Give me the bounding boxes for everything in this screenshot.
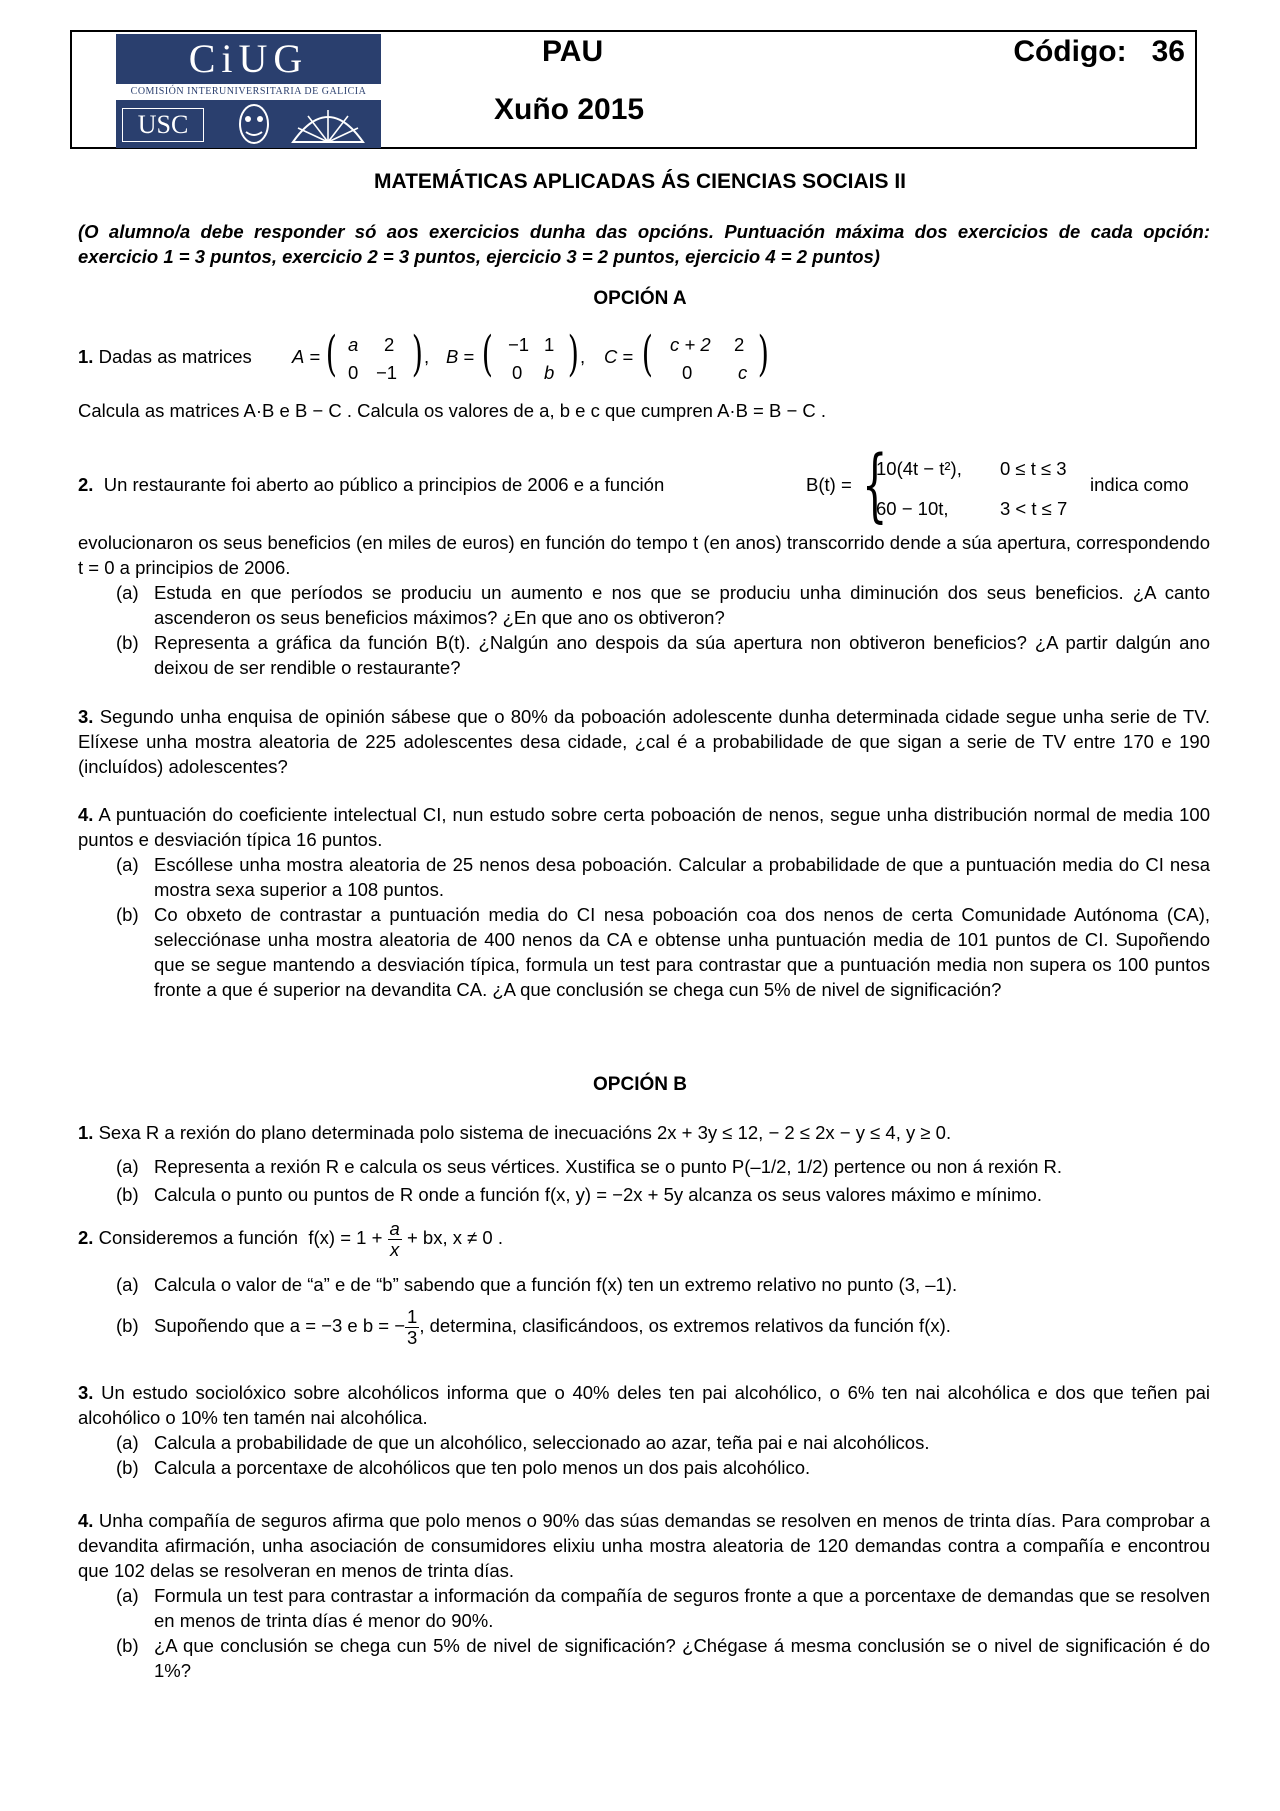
a-ex1-intro-text: Dadas as matrices xyxy=(98,346,252,367)
matrix-c-22: c xyxy=(738,362,748,383)
b-ex1-text: Sexa R a rexión do plano determinada polo sistema de inecuacións 2x + 3y ≤ 12, − 2 ≤ 2x − y ≤ 4, y ≥ 0. xyxy=(98,1122,952,1143)
a-ex2-case1-expr: 10(4t − t²), xyxy=(876,458,962,479)
a-ex2-part-b: (b) Representa a gráfica da función B(t). ¿Nalgún ano despois da súa apertura non obtiveron beneficios? ¿A partir dalgún ano deixou de ser rendible o restaurante? xyxy=(116,632,1210,678)
a-ex2-number: 2. xyxy=(78,474,94,495)
a-ex3 xyxy=(78,704,1210,779)
a-ex1-text: Calcula as matrices A·B e B − C . Calcula os valores de a, b e c que cumpren A·B = B − C . xyxy=(78,400,827,421)
b-ex1 xyxy=(78,1120,1210,1145)
a-ex2-case1-cond: 0 ≤ t ≤ 3 xyxy=(1000,458,1067,479)
matrix-c-12: 2 xyxy=(734,334,745,355)
b-ex2-b-fraction: $\frac{1}{3}$ xyxy=(407,1305,418,1348)
a-ex4-part-b: (b) Co obxeto de contrastar a puntuación media do CI nesa poboación coa dos nenos de certa Comunidade Autónoma (CA), selecciónase unha mostra aleatoria de 400 nenos da CA e obtense unha puntuación media de 101 puntos de CI. Supoñendo que se segue mantendo a desviación típica, formula un test para contrastar que a puntuación media non supera os 100 puntos fronte a que é superior na devandita CA. ¿A que conclusión se chega cun 5% de nivel de significación? xyxy=(116,904,1210,1000)
a-ex2-text: evolucionaron os seus beneficios (en miles de euros) en función do tempo t (en anos) transcorrido dende a súa apertura, correspondendo t = 0 a principios de 2006. xyxy=(78,532,1210,578)
a-ex2-intro-text: Un restaurante foi aberto ao público a principios de 2006 e a función xyxy=(103,474,665,495)
usc-logo: USC xyxy=(122,108,204,142)
a-ex4-number: 4. xyxy=(78,804,94,825)
matrix-a-12: 2 xyxy=(384,334,395,355)
b-ex1-number: 1. xyxy=(78,1122,94,1143)
matrix-c-name: C = xyxy=(604,346,634,367)
code-value: 36 xyxy=(1151,35,1185,68)
matrix-c-11: c + 2 xyxy=(670,334,711,355)
b-ex2-part-b: (b) Supoñendo que a = −3 e b = − $\frac{1}{3}$ , determina, clasificándoos, os extremos relativos da función f(x). xyxy=(116,1305,951,1348)
instructions: (O alumno/a debe responder só aos exercicios dunha das opcións. Puntuación máxima dos exercicios de cada opción: exercicio 1 = 3 puntos, exercicio 2 = 3 puntos, ejercicio 3 = 2 puntos, ejercicio 4 = 2 puntos) xyxy=(78,221,1210,267)
b-ex4-part-b: (b) ¿A que conclusión se chega cun 5% de nivel de significación? ¿Chégase á mesma conclusión se o nivel de significación é do 1%? xyxy=(116,1635,1210,1681)
matrix-c-21: 0 xyxy=(682,362,693,383)
a-ex2-part-a: (a) Estuda en que períodos se produciu un aumento e nos que se produciu unha diminución dos seus beneficios. ¿A canto ascenderon os seus beneficios máximos? ¿En que ano os obtiveron? xyxy=(116,582,1210,628)
b-ex1-part-a: (a) Representa a rexión R e calcula os seus vértices. Xustifica se o punto P(–1/2, 1/2) pertence ou non á rexión R. xyxy=(116,1156,1063,1177)
exam-page: CiUG COMISIÓN INTERUNIVERSITARIA DE GALICIA USC PAU Xuño 2015 Código: 36 MATEMÁTICAS APLICADAS ÁS CIENCIAS SOCIAIS II (O alumno/a debe responder só aos exercicios dunha das opcións. Puntuación máxima dos exercicios de cada opción: exercicio 1 = 3 puntos, exercicio 2 = 3 puntos, ejercicio 3 = 2 puntos, ejercicio 4 = 2 puntos) OPCIÓN A 1. Dadas as matrices A = ( a 2 0 −1 ) , B = ( −1 1 0 b ) , C = ( c + 2 2 0 c ) Calcula as matrices A·B e B − C . Calcula os valores de a, b e c que cumpren A·B = B − C . 2. Un restaurante foi aberto ao público a principios de 2006 e a función B(t) = { 10(4t − t²), 0 ≤ t ≤ 3 60 − 10t, 3 < t ≤ 7 indica como evolucionaron os seus beneficios (en miles de euros) en función do tempo t (en anos) transcorrido dende a súa apertura, correspondendo t = 0 a principios de 2006. (a) Estuda en que períodos se produciu un aumento e nos que se produciu unha diminución dos seus beneficios. ¿A canto ascenderon os seus beneficios máximos? ¿En que ano os obtiveron? (b) Representa a gráfica da función B(t). ¿Nalgún ano despois da súa apertura non obtiveron beneficios? ¿A partir dalgún ano deixou de ser rendible o restaurante? 3. Segundo unha enquisa de opinión sábese que o 80% da poboación adolescente dunha determinada cidade segue unha serie de TV. Elíxese unha mostra aleatoria de 225 adolescentes desa cidade, ¿cal é a probabilidade de que sigan a serie de TV entre 170 e 190 (incluídos) adolescentes? 4. A puntuación do coeficiente intelectual CI, nun estudo sobre certa poboación de nenos, segue unha distribución normal de media 100 puntos e desviación típica 16 puntos. (a) Escóllese unha mostra aleatoria de 25 nenos desa poboación. Calcular a probabilidade de que a puntuación media do CI nesa mostra sexa superior a 108 puntos. (b) Co obxeto de contrastar a puntuación media do CI nesa poboación coa dos nenos de certa Comunidade Autónoma (CA), selecciónase unha mostra aleatoria de 400 nenos da CA e obtense unha puntuación media de 101 puntos de CI. Supoñendo que se segue mantendo a desviación típica, formula un test para contrastar que a puntuación media non supera os 100 puntos fronte a que é superior na devandita CA. ¿A que conclusión se chega cun 5% de nivel de significación? OPCIÓN B 1. Sexa R a rexión do plano determinada polo sistema de inecuacións 2x + 3y ≤ 12, − 2 ≤ 2x − y ≤ 4, y ≥ 0. (a) Representa a rexión R e calcula os seus vértices. Xustifica se o punto P(–1/2, 1/2) pertence ou non á rexión R. (b) Calcula o punto ou puntos de R onde a función f(x, y) = −2x + 5y alcanza os seus valores máximo e mínimo. 2. Consideremos a función f(x) = 1 + $\frac{a}{x}$ + bx, x ≠ 0 . (a) Calcula o valor de “a” e de “b” sabendo que a función f(x) ten un extremo relativo no punto (3, –1). (b) Supoñendo que a = −3 e b = − $\frac{1}{3}$ , determina, clasificándoos, os extremos relativos da función f(x). 3. Un estudo sociolóxico sobre alcohólicos informa que o 40% deles ten pai alcohólico, o 6% ten nai alcohólica e dos que teñen pai alcohólico o 10% ten tamén nai alcohólica. (a) Calcula a probabilidade de que un alcohólico, seleccionado ao azar, teña pai e nai alcohólicos. (b) Calcula a porcentaxe de alcohólicos que ten polo menos un dos pais alcohólico. 4. Unha compañía de seguros afirma que polo menos o 90% das súas demandas se resolven en menos de trinta días. Para comprobar a devandita afirmación, unha asociación de consumidores elixiu unha mostra aleatoria de 120 demandas contra a compañía e encontrou que 102 delas se resolveran en menos de trinta días. (a) Formula un test para contrastar a información da compañía de seguros fronte a que a porcentaxe de demandas que se resolven en menos de trinta días é menor do 90%. (b) ¿A que conclusión se chega cun 5% de nivel de significación? ¿Chégase á mesma conclusión se o nivel de significación é do 1%? xyxy=(0,0,1280,1811)
option-a-heading: OPCIÓN A xyxy=(593,288,687,309)
a-ex2-function: B(t) = xyxy=(806,474,852,495)
a-ex3-text: Segundo unha enquisa de opinión sábese que o 80% da poboación adolescente dunha determinada cidade segue unha serie de TV. Elíxese unha mostra aleatoria de 225 adolescentes desa cidade, ¿cal é a probabilidade de que sigan a serie de TV entre 170 e 190 (incluídos) adolescentes? xyxy=(78,706,1210,777)
a-ex1-number: 1. xyxy=(78,346,94,367)
b-ex3 xyxy=(78,1380,1210,1430)
b-ex2-intro: Consideremos a función xyxy=(98,1227,299,1248)
b-ex4 xyxy=(78,1508,1210,1583)
ciug-logo xyxy=(116,34,381,148)
page-title: MATEMÁTICAS APLICADAS ÁS CIENCIAS SOCIAIS II xyxy=(373,170,907,193)
matrix-b-name: B = xyxy=(446,346,475,367)
header-box xyxy=(70,30,1197,149)
b-ex2-rhs: + bx, x ≠ 0 . xyxy=(406,1227,503,1248)
matrix-b-22: b xyxy=(544,362,555,383)
matrix-b-12: 1 xyxy=(544,334,555,355)
a-ex2-intro xyxy=(78,472,664,497)
b-ex4-part-a: (a) Formula un test para contrastar a información da compañía de seguros fronte a que a porcentaxe de demandas que se resolven en menos de trinta días é menor do 90%. xyxy=(116,1585,1210,1631)
a-ex1-intro xyxy=(78,344,252,369)
a-ex2-case2-cond: 3 < t ≤ 7 xyxy=(1000,498,1068,519)
b-ex2 xyxy=(78,1218,1210,1260)
code-label: Código: xyxy=(1013,35,1127,68)
option-b-heading: OPCIÓN B xyxy=(593,1074,687,1095)
matrix-b-11: −1 xyxy=(508,334,530,355)
b-ex4-number: 4. xyxy=(78,1510,94,1531)
b-ex1-part-b: (b) Calcula o punto ou puntos de R onde a función f(x, y) = −2x + 5y alcanza os seus valores máximo e mínimo. xyxy=(116,1184,1042,1205)
mask-emblem-icon xyxy=(234,102,274,146)
b-ex2-lhs: f(x) = 1 + xyxy=(308,1227,383,1248)
matrix-a-name: A = xyxy=(292,346,321,367)
a-ex2-case2-expr: 60 − 10t, xyxy=(876,498,949,519)
logo-emblems xyxy=(116,100,381,148)
b-ex2-part-a: (a) Calcula o valor de “a” e de “b” sabendo que a función f(x) ten un extremo relativo no punto (3, –1). xyxy=(116,1274,958,1295)
matrix-b-21: 0 xyxy=(512,362,523,383)
b-ex3-text: Un estudo sociolóxico sobre alcohólicos informa que o 40% deles ten pai alcohólico, o 6% ten nai alcohólica e dos que teñen pai alcohólico o 10% ten tamén nai alcohólica. xyxy=(78,1382,1211,1428)
a-ex3-number: 3. xyxy=(78,706,94,727)
matrix-a-11: a xyxy=(348,334,359,355)
b-ex2-number: 2. xyxy=(78,1227,94,1248)
exam-name: PAU xyxy=(542,35,604,68)
matrix-a-21: 0 xyxy=(348,362,359,383)
b-ex2-fraction: $\frac{a}{x}$ xyxy=(389,1217,400,1260)
logo-subtitle: COMISIÓN INTERUNIVERSITARIA DE GALICIA xyxy=(116,84,381,100)
a-ex4 xyxy=(78,802,1210,852)
b-ex3-number: 3. xyxy=(78,1382,94,1403)
shell-emblem-icon xyxy=(288,102,368,146)
a-ex4-text: A puntuación do coeficiente intelectual CI, nun estudo sobre certa poboación de nenos, segue unha distribución normal de media 100 puntos e desviación típica 16 puntos. xyxy=(78,804,1210,850)
b-ex3-part-a: (a) Calcula a probabilidade de que un alcohólico, seleccionado ao azar, teña pai e nai alcohólicos. xyxy=(116,1432,930,1453)
b-ex4-text: Unha compañía de seguros afirma que polo menos o 90% das súas demandas se resolven en menos de trinta días. Para comprobar a devandita afirmación, unha asociación de consumidores elixiu unha mostra aleatoria de 120 demandas contra a compañía e encontrou que 102 delas se resolveran en menos de trinta días. xyxy=(78,1510,1210,1581)
a-ex2-after: indica como xyxy=(1090,474,1189,495)
a-ex4-part-a: (a) Escóllese unha mostra aleatoria de 25 nenos desa poboación. Calcular a probabilidade de que a puntuación media do CI nesa mostra sexa superior a 108 puntos. xyxy=(116,854,1210,900)
exam-session: Xuño 2015 xyxy=(494,93,645,126)
b-ex3-part-b: (b) Calcula a porcentaxe de alcohólicos que ten polo menos un dos pais alcohólico. xyxy=(116,1457,811,1478)
logo-title: CiUG xyxy=(188,36,309,81)
exam-code xyxy=(1013,32,1185,72)
matrix-a-22: −1 xyxy=(376,362,398,383)
